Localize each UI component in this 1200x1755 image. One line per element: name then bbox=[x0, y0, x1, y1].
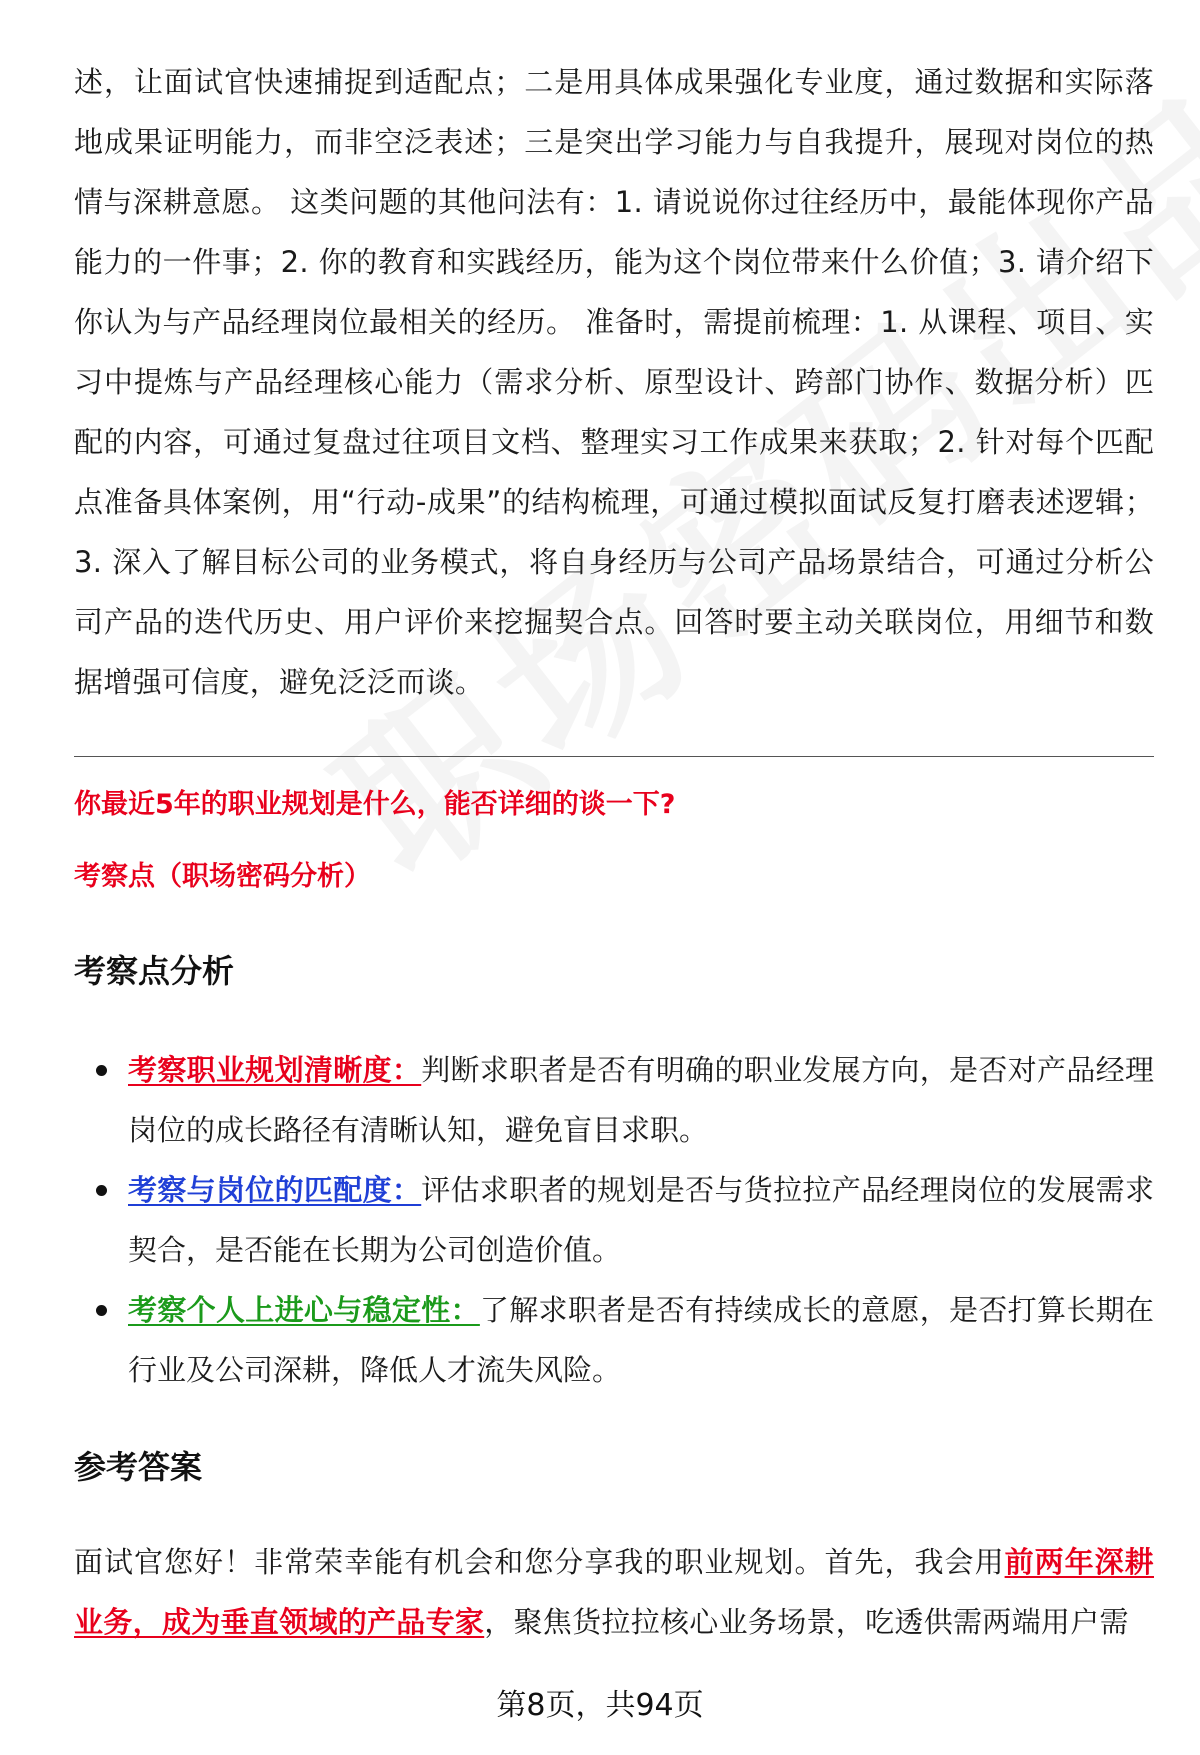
answer-paragraph bbox=[74, 1532, 1154, 1652]
answer-prefix: 面试官您好！非常荣幸能有机会和您分享我的职业规划。首先，我会用 bbox=[74, 1545, 1005, 1579]
list-item bbox=[74, 1160, 1154, 1280]
answer-heading: 参考答案 bbox=[74, 1448, 203, 1486]
answer-highlight: 前两年深耕业务，成为垂直领域的产品专家 bbox=[74, 1545, 1154, 1639]
analysis-list bbox=[74, 1040, 1154, 1400]
bullet-icon bbox=[96, 1305, 107, 1316]
analysis-heading: 考察点分析 bbox=[74, 952, 235, 990]
intro-paragraph-block bbox=[74, 52, 1154, 712]
bullet-label: 考察与岗位的匹配度： bbox=[128, 1173, 422, 1207]
bullet-text: 了解求职者是否有持续成长的意愿，是否打算长期在行业及公司深耕，降低人才流失风险。 bbox=[128, 1293, 1154, 1387]
answer-paragraph-block bbox=[74, 1532, 1154, 1652]
question-title: 你最近5年的职业规划是什么，能否详细的谈一下? bbox=[74, 789, 676, 820]
bullet-text: 判断求职者是否有明确的职业发展方向，是否对产品经理岗位的成长路径有清晰认知，避免盲目求职。 bbox=[128, 1053, 1154, 1147]
bullet-icon bbox=[96, 1185, 107, 1196]
bullet-label: 考察个人上进心与稳定性： bbox=[128, 1293, 480, 1327]
bullet-label: 考察职业规划清晰度： bbox=[128, 1053, 422, 1087]
list-item bbox=[74, 1280, 1154, 1400]
page-number-footer: 第8页，共94页 bbox=[496, 1688, 704, 1723]
intro-paragraph: 述，让面试官快速捕捉到适配点；二是用具体成果强化专业度，通过数据和实际落地成果证明能力，而非空泛表述；三是突出学习能力与自我提升，展现对岗位的热情与深耕意愿。 这类问题的其他问法有：1. 请说说你过往经历中，最能体现你产品能力的一件事；2. 你的教育和实践经历，能为这个岗位带来什么价值；3. 请介绍下你认为与产品经理岗位最相关的经历。 准备时，需提前梳理：1. 从课程、项目、实习中提炼与产品经理核心能力（需求分析、原型设计、跨部门协作、数据分析）匹配的内容，可通过复盘过往项目文档、整理实习工作成果来获取；2. 针对每个匹配点准备具体案例，用“行动-成果”的结构梳理，可通过模拟面试反复打磨表述逻辑；3. 深入了解目标公司的业务模式，将自身经历与公司产品场景结合，可通过分析公司产品的迭代历史、用户评价来挖掘契合点。回答时要主动关联岗位，用细节和数据增强可信度，避免泛泛而谈。 bbox=[74, 65, 1154, 699]
answer-suffix: ，聚焦货拉拉核心业务场景，吃透供需两端用户需 bbox=[484, 1605, 1129, 1639]
bullet-icon bbox=[96, 1065, 107, 1076]
question-subheading: 考察点（职场密码分析） bbox=[74, 861, 371, 892]
bullet-text: 评估求职者的规划是否与货拉拉产品经理岗位的发展需求契合，是否能在长期为公司创造价值。 bbox=[128, 1173, 1154, 1267]
section-divider bbox=[74, 756, 1154, 757]
list-item bbox=[74, 1040, 1154, 1160]
